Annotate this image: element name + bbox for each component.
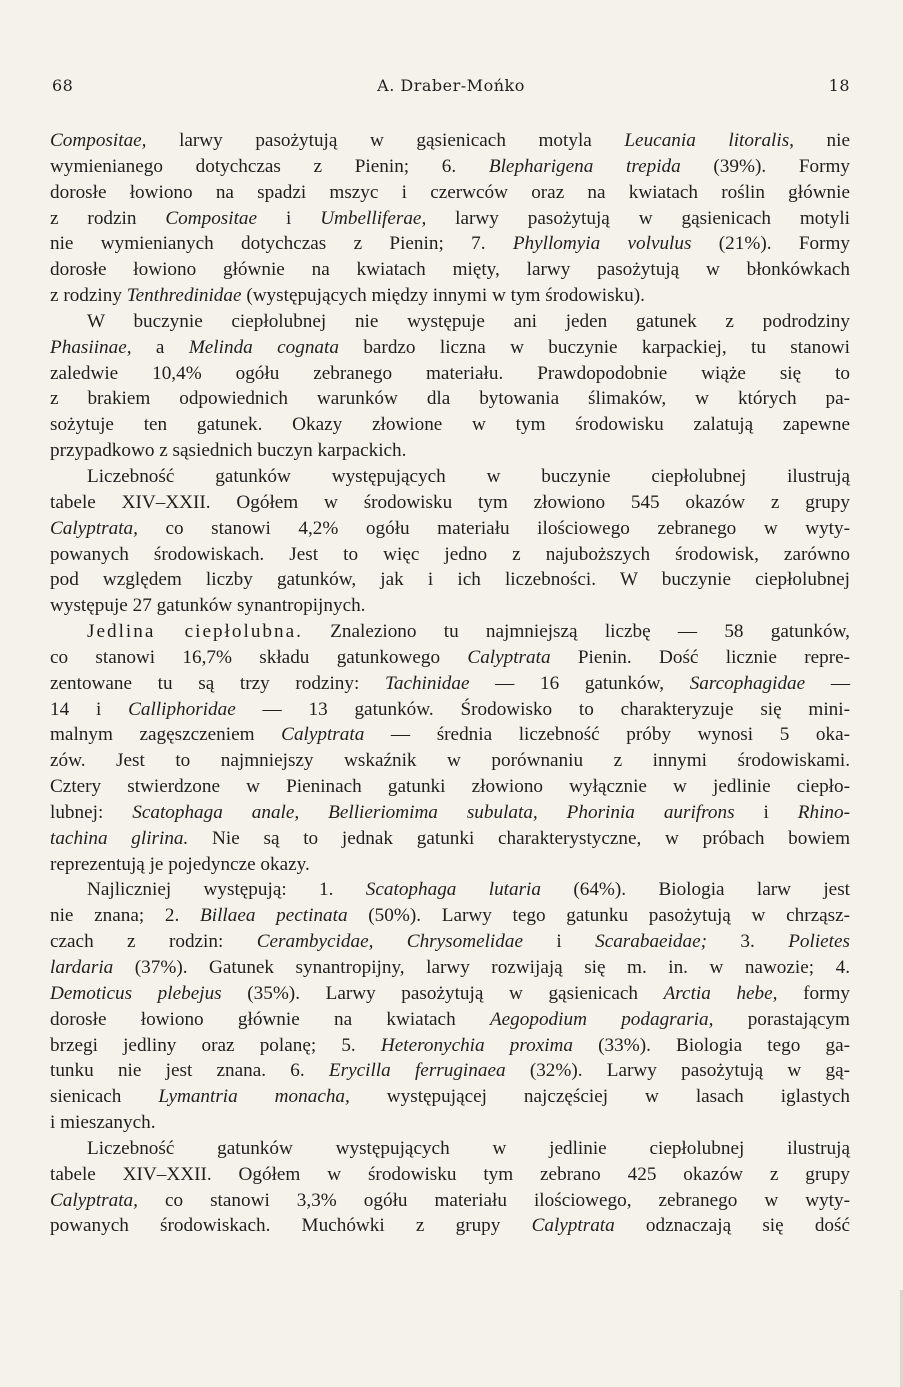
- text-run: Znaleziono tu najmniejszą liczbę — 58 gatunków,: [302, 621, 850, 643]
- italic-taxon: Scatophaga lutaria: [365, 879, 541, 901]
- text-run: porastającym: [713, 1008, 850, 1030]
- italic-taxon: Umbelliferae,: [320, 207, 427, 229]
- text-run: sożytuje ten gatunek. Okazy złowione w tym środowisku zalatują zapewne: [50, 414, 850, 436]
- text-line: [50, 1058, 850, 1084]
- text-line: [50, 231, 850, 257]
- text-run: Liczebność gatunków występujących w buczynie ciepłolubnej ilustrują: [87, 465, 850, 487]
- text-line: [50, 1007, 850, 1033]
- italic-taxon: Compositae,: [50, 130, 147, 151]
- text-run: Cztery stwierdzone w Pieninach gatunki złowiono wyłącznie w jedlinie ciepło-: [50, 776, 850, 798]
- text-run: (39%). Formy: [680, 155, 850, 177]
- italic-taxon: Phasiinae,: [50, 336, 132, 358]
- text-run: a: [131, 336, 189, 358]
- text-run: (35%). Larwy pasożytują w gąsienicach: [221, 982, 664, 1004]
- text-run: brzegi jedliny oraz polanę; 5.: [50, 1034, 381, 1056]
- text-line: [50, 774, 850, 800]
- text-line: [50, 1084, 850, 1110]
- text-run: z rodziny: [50, 285, 127, 307]
- text-run: malnym zagęszczeniem: [50, 724, 282, 746]
- italic-taxon: Demoticus plebejus: [50, 982, 222, 1004]
- page-header: [52, 76, 850, 100]
- text-run: lubnej:: [50, 801, 133, 823]
- italic-taxon: Calliphoridae: [128, 698, 236, 720]
- text-run: zów. Jest to najmniejszy wskaźnik w porównaniu z innymi środowiskami.: [50, 750, 850, 772]
- text-run: i: [734, 801, 798, 823]
- text-run: z brakiem odpowiednich warunków dla bytowania ślimaków, w których pa-: [50, 388, 850, 410]
- italic-taxon: lardaria: [50, 957, 114, 978]
- text-run: tabele XIV–XXII. Ogółem w środowisku tym złowiono 545 okazów z grupy: [50, 491, 850, 513]
- text-run: — 13 gatunków. Środowisko to charakteryzuje się mini-: [235, 698, 850, 720]
- italic-taxon: Compositae: [165, 207, 258, 229]
- text-line: [50, 1136, 850, 1162]
- text-run: dorosłe łowiono na spadzi mszyc i czerwców oraz na kwiatach roślin głównie: [50, 181, 850, 203]
- italic-taxon: Heteronychia proxima: [380, 1034, 573, 1056]
- italic-taxon: Calyptrata,: [50, 517, 138, 539]
- text-run: Najliczniej występują: 1.: [87, 879, 366, 901]
- text-run: co stanowi 16,7% składu gatunkowego: [50, 646, 468, 668]
- text-run: sienicach: [50, 1086, 159, 1108]
- text-run: i: [522, 931, 596, 953]
- text-run: wymienianego dotychczas z Pienin; 6.: [50, 155, 489, 177]
- text-line: [50, 206, 850, 232]
- text-line: [50, 309, 850, 335]
- italic-taxon: Calyptrata: [531, 1215, 615, 1237]
- text-line: [50, 542, 850, 568]
- text-line: [50, 645, 850, 671]
- text-run: i: [257, 207, 321, 229]
- italic-taxon: Scatophaga anale, Bellieriomima subulata, Phorinia aurifrons: [132, 801, 735, 823]
- text-line: [50, 1188, 850, 1214]
- text-run: tabele XIV–XXII. Ogółem w środowisku tym zebrano 425 okazów z grupy: [50, 1163, 850, 1185]
- text-line: [50, 1033, 850, 1059]
- text-line: [50, 438, 850, 464]
- italic-taxon: Tachinidae: [384, 672, 470, 694]
- text-run: co stanowi 4,2% ogółu materiału ilościowego zebranego w wyty-: [137, 517, 850, 539]
- text-line: [50, 490, 850, 516]
- italic-taxon: Cerambycidae, Chrysomelidae: [256, 931, 523, 953]
- text-run: występującej najczęściej w lasach iglastych: [349, 1086, 850, 1108]
- text-line: [50, 257, 850, 283]
- text-line: [50, 516, 850, 542]
- text-run: (50%). Larwy tego gatunku pasożytują w chrząsz-: [347, 905, 850, 927]
- text-line: [50, 697, 850, 723]
- italic-taxon: Lymantria monacha,: [158, 1086, 350, 1108]
- text-run: — średnia liczebność próby wynosi 5 oka-: [364, 724, 850, 746]
- text-run: formy: [777, 982, 850, 1004]
- page-number: 68: [52, 76, 74, 95]
- text-line: [50, 154, 850, 180]
- text-run: — 16 gatunków,: [469, 672, 690, 694]
- text-run: dorosłe łowiono głównie na kwiatach: [50, 1008, 490, 1030]
- text-line: [50, 852, 850, 878]
- text-run: nie znana; 2.: [50, 905, 201, 927]
- text-run: reprezentują je pojedyncze okazy.: [50, 853, 310, 875]
- text-line: [50, 619, 850, 645]
- text-run: występuje 27 gatunków synantropijnych.: [50, 595, 366, 617]
- text-line: [50, 335, 850, 361]
- section-number: 18: [828, 76, 850, 95]
- text-line: [50, 1213, 850, 1239]
- text-line: [50, 593, 850, 619]
- text-run: bardzo liczna w buczynie karpackiej, tu stanowi: [338, 336, 850, 358]
- text-run: z rodzin: [50, 207, 166, 229]
- body-text: [50, 128, 850, 1239]
- italic-taxon: Tenthredinidae: [126, 285, 242, 307]
- text-run: powanych środowiskach. Jest to więc jedno z najuboższych środowisk, zarówno: [50, 543, 850, 565]
- text-line: [50, 1110, 850, 1136]
- text-run: czach z rodzin:: [50, 931, 257, 953]
- italic-taxon: Leucania litoralis,: [624, 130, 794, 151]
- text-run: pod względem liczby gatunków, jak i ich liczebności. W buczynie ciepłolubnej: [50, 569, 850, 591]
- text-line: [50, 567, 850, 593]
- italic-taxon: Calyptrata,: [50, 1189, 138, 1211]
- italic-taxon: Aegopodium podagraria,: [489, 1008, 714, 1030]
- text-line: [50, 722, 850, 748]
- text-line: [50, 981, 850, 1007]
- text-run: tunku nie jest znana. 6.: [50, 1060, 329, 1082]
- text-line: [50, 1162, 850, 1188]
- text-run: nie: [793, 130, 850, 151]
- text-run: zaledwie 10,4% ogółu zebranego materiału. Prawdopodobnie wiąże się to: [50, 362, 850, 384]
- text-run: przypadkowo z sąsiednich buczyn karpackich.: [50, 440, 407, 462]
- italic-taxon: Erycilla ferruginaea: [328, 1060, 506, 1082]
- text-run: nie wymienianych dotychczas z Pienin; 7.: [50, 233, 513, 255]
- italic-taxon: Billaea pectinata: [200, 905, 348, 927]
- text-run: odznaczają się dość: [614, 1215, 850, 1237]
- text-run: Liczebność gatunków występujących w jedlinie ciepłolubnej ilustrują: [87, 1137, 850, 1159]
- text-run: (32%). Larwy pasożytują w gą-: [505, 1060, 851, 1082]
- text-line: [50, 826, 850, 852]
- text-run: (21%). Formy: [691, 233, 851, 255]
- text-line: [50, 748, 850, 774]
- text-line: [50, 800, 850, 826]
- text-line: [50, 283, 850, 309]
- text-line: [50, 929, 850, 955]
- text-run: 14 i: [50, 698, 129, 720]
- italic-taxon: tachina glirina.: [50, 827, 189, 849]
- text-run: powanych środowiskach. Muchówki z grupy: [50, 1215, 532, 1237]
- text-line: [50, 877, 850, 903]
- text-line: [50, 386, 850, 412]
- text-run: (37%). Gatunek synantropijny, larwy rozwijają się m. in. w nawozie; 4.: [113, 957, 850, 978]
- italic-taxon: Melinda cognata: [188, 336, 339, 358]
- text-run: Pienin. Dość licznie repre-: [550, 646, 850, 668]
- text-line: [50, 128, 850, 154]
- text-line: [50, 412, 850, 438]
- text-run: 3.: [707, 931, 789, 953]
- text-run: (występujących między innymi w tym środowisku).: [241, 285, 645, 307]
- text-run: larwy pasożytują w gąsienicach motyli: [426, 207, 850, 229]
- italic-taxon: Polietes: [788, 931, 850, 953]
- running-title: A. Draber-Mońko: [377, 76, 525, 95]
- italic-taxon: Phyllomyia volvulus: [512, 233, 692, 255]
- text-line: [50, 955, 850, 981]
- text-line: [50, 464, 850, 490]
- text-run: (64%). Biologia larw jest: [540, 879, 850, 901]
- italic-taxon: Arctia hebe,: [663, 982, 778, 1004]
- text-run: larwy pasożytują w gąsienicach motyla: [146, 130, 625, 151]
- italic-taxon: Rhino-: [797, 801, 850, 823]
- text-run: (33%). Biologia tego ga-: [573, 1034, 850, 1056]
- text-run: dorosłe łowiono głównie na kwiatach mięty, larwy pasożytują w błonkówkach: [50, 259, 850, 281]
- text-run: i mieszanych.: [50, 1112, 156, 1134]
- text-run: Nie są to jednak gatunki charakterystyczne, w próbach bowiem: [188, 827, 850, 849]
- italic-taxon: Calyptrata: [281, 724, 365, 746]
- text-line: [50, 671, 850, 697]
- text-line: [50, 180, 850, 206]
- text-line: [50, 903, 850, 929]
- text-run: co stanowi 3,3% ogółu materiału ilościowego, zebranego w wyty-: [137, 1189, 850, 1211]
- italic-taxon: Blepharigena trepida: [488, 155, 681, 177]
- italic-taxon: Scarabaeidae;: [595, 931, 707, 953]
- text-run: W buczynie ciepłolubnej nie występuje ani jeden gatunek z podrodziny: [87, 310, 850, 332]
- text-run: zentowane tu są trzy rodziny:: [50, 672, 385, 694]
- text-run: —: [805, 672, 851, 694]
- italic-taxon: Sarcophagidae: [689, 672, 806, 694]
- spaced-heading: Jedlina ciepłolubna.: [87, 621, 303, 643]
- text-line: [50, 361, 850, 387]
- italic-taxon: Calyptrata: [467, 646, 551, 668]
